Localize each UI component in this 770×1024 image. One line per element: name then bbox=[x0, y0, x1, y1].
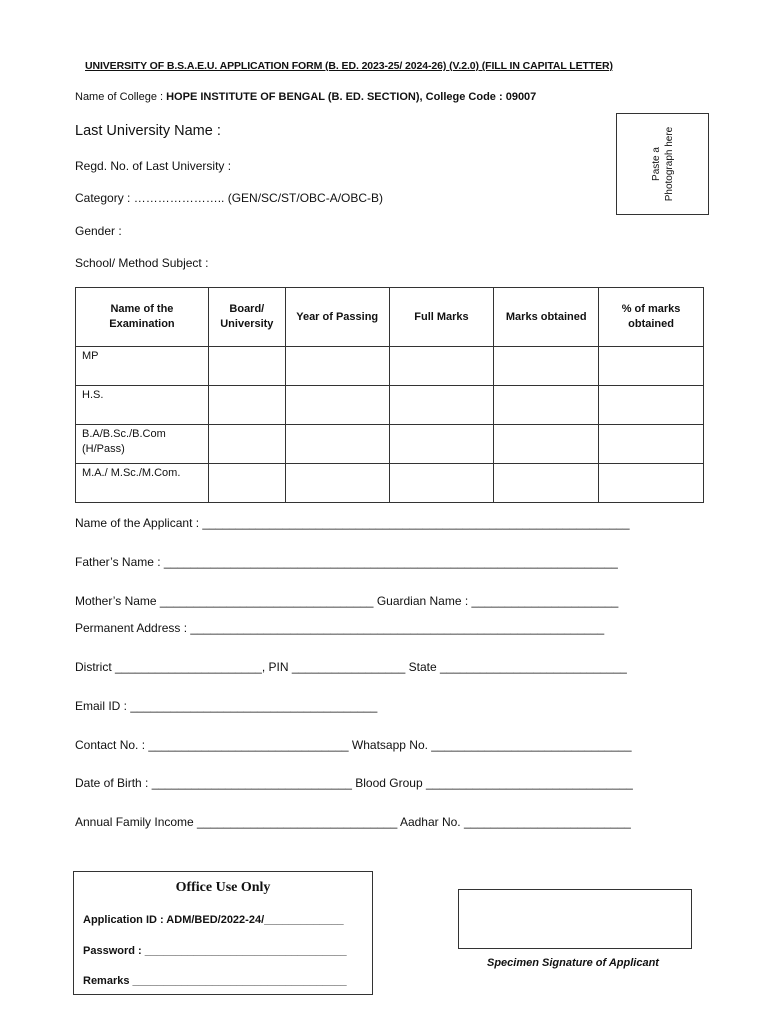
dob-blood-group-field[interactable]: Date of Birth : ______________________________ Blood Group _______________________________ bbox=[75, 776, 633, 790]
father-name-field[interactable]: Father’s Name : ____________________________________________________________________ bbox=[75, 555, 618, 569]
college-name bbox=[75, 91, 536, 103]
exam-name-cell: B.A/B.Sc./B.Com (H/Pass) bbox=[76, 425, 209, 464]
office-use-title: Office Use Only bbox=[175, 880, 271, 895]
district-pin-state-field[interactable]: District ______________________, PIN _________________ State ____________________________ bbox=[75, 660, 627, 674]
email-field[interactable]: Email ID : _____________________________________ bbox=[75, 699, 378, 713]
input-cell[interactable] bbox=[599, 464, 704, 503]
contact-whatsapp-field[interactable]: Contact No. : ______________________________ Whatsapp No. ______________________________ bbox=[75, 738, 632, 752]
photo-instruction: Paste a Photograph here bbox=[650, 126, 675, 202]
signature-label: Specimen Signature of Applicant bbox=[487, 957, 659, 969]
input-cell[interactable] bbox=[599, 386, 704, 425]
exam-name-cell: M.A./ M.Sc./M.Com. bbox=[76, 464, 209, 503]
table-row bbox=[76, 347, 704, 386]
password-field: Password : _________________________________ bbox=[83, 945, 347, 957]
college-value: HOPE INSTITUTE OF BENGAL (B. ED. SECTION), College Code : 09007 bbox=[166, 91, 537, 103]
signature-box[interactable] bbox=[458, 889, 692, 949]
col-header-marks-obtained: Marks obtained bbox=[494, 288, 599, 347]
input-cell[interactable] bbox=[389, 464, 494, 503]
gender-field[interactable]: Gender : bbox=[75, 224, 122, 238]
input-cell[interactable] bbox=[389, 425, 494, 464]
input-cell[interactable] bbox=[389, 386, 494, 425]
input-cell[interactable] bbox=[599, 425, 704, 464]
application-id-field: Application ID : ADM/BED/2022-24/_____________ bbox=[83, 914, 344, 926]
address-field[interactable]: Permanent Address : ______________________________________________________________ bbox=[75, 621, 605, 635]
table-row bbox=[76, 464, 704, 503]
input-cell[interactable] bbox=[494, 386, 599, 425]
col-header-board: Board/ University bbox=[208, 288, 285, 347]
col-header-year: Year of Passing bbox=[285, 288, 389, 347]
photo-box[interactable] bbox=[616, 113, 709, 215]
form-title: UNIVERSITY OF B.S.A.E.U. APPLICATION FORM (B. ED. 2023-25/ 2024-26) (V.2.0) (FILL IN CAPITAL LETTER) bbox=[85, 60, 613, 72]
category-field[interactable]: Category : ………………….. (GEN/SC/ST/OBC-A/OBC-B) bbox=[75, 191, 384, 205]
table-row bbox=[76, 425, 704, 464]
col-header-full-marks: Full Marks bbox=[389, 288, 494, 347]
exam-name-cell: MP bbox=[76, 347, 209, 386]
remarks-field: Remarks ___________________________________ bbox=[83, 975, 347, 987]
regd-no-field[interactable]: Regd. No. of Last University : bbox=[75, 159, 232, 173]
input-cell[interactable] bbox=[208, 347, 285, 386]
input-cell[interactable] bbox=[208, 386, 285, 425]
input-cell[interactable] bbox=[494, 347, 599, 386]
input-cell[interactable] bbox=[285, 347, 389, 386]
input-cell[interactable] bbox=[208, 425, 285, 464]
exam-name-cell: H.S. bbox=[76, 386, 209, 425]
subject-field[interactable]: School/ Method Subject : bbox=[75, 256, 209, 270]
col-header-percent: % of marks obtained bbox=[599, 288, 704, 347]
input-cell[interactable] bbox=[494, 464, 599, 503]
table-header-row bbox=[76, 288, 704, 347]
income-aadhar-field[interactable]: Annual Family Income ______________________________ Aadhar No. _________________________ bbox=[75, 815, 631, 829]
mother-guardian-field[interactable]: Mother’s Name ________________________________ Guardian Name : ______________________ bbox=[75, 594, 619, 608]
input-cell[interactable] bbox=[494, 425, 599, 464]
input-cell[interactable] bbox=[599, 347, 704, 386]
applicant-name-field[interactable]: Name of the Applicant : ________________________________________________________________ bbox=[75, 516, 630, 530]
col-header-examination: Name of the Examination bbox=[76, 288, 209, 347]
input-cell[interactable] bbox=[285, 464, 389, 503]
input-cell[interactable] bbox=[285, 425, 389, 464]
college-label: Name of College : bbox=[75, 91, 167, 103]
office-use-box bbox=[73, 871, 373, 995]
input-cell[interactable] bbox=[389, 347, 494, 386]
marks-table bbox=[75, 287, 704, 503]
input-cell[interactable] bbox=[208, 464, 285, 503]
table-row bbox=[76, 386, 704, 425]
last-university-field[interactable]: Last University Name : bbox=[75, 123, 221, 139]
input-cell[interactable] bbox=[285, 386, 389, 425]
